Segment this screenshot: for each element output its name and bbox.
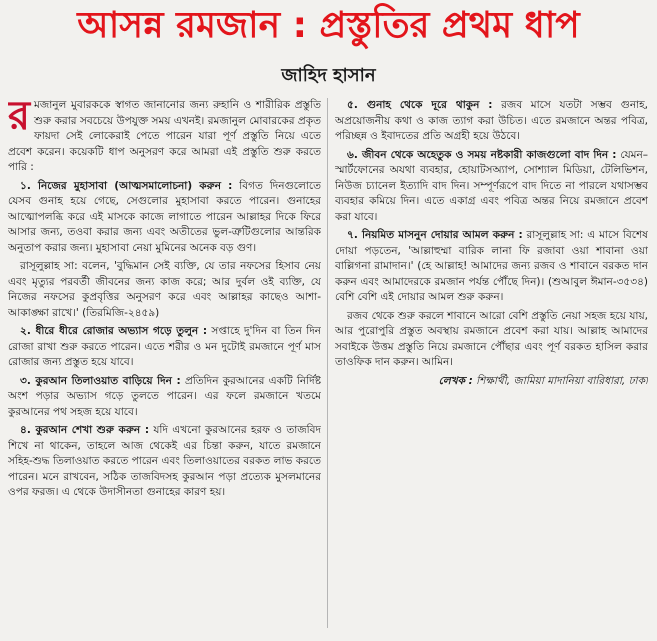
section-3-heading: ৩. কুরআন তিলাওয়াত বাড়িয়ে দিন : bbox=[20, 374, 181, 387]
author-byline: জাহিদ হাসান bbox=[281, 65, 376, 86]
section-1-text: বিগত দিনগুলোতে যেসব গুনাহ হয়ে গেছে, সেগুলোর মুহাসাবা করতে পারেন। গুনাহের আত্মোপলব্ধি করে এই মাসকে কাজে লাগাতে পারেন আল্লাহর দিকে ফিরে আসার জন্য, তওবা করার জন্য এবং অতীতের ভুল-ত্রুটিগুলোর আন্তরিক অনুতাপ করার জন্য। মুহাসাবা নেয়া মুমিনের অনেক বড় গুণ। bbox=[8, 179, 321, 254]
intro-text: মজানুল মুবারককে স্বাগত জানানোর জন্য রুহানি ও শারীরিক প্রস্তুতি শুরু করার সবচেয়ে উপযুক্ত সময় এখনই। রমজানুল মোবারকের প্রকৃত ফায়দা সেই লোকেরাই পেতে পারেন যারা পূর্ণ প্রস্তুতি নিয়ে এতে প্রবেশ করেন। কয়েকটি ধাপ অনুসরণ করে আমরা এই প্রস্তুতি শুরু করতে পারি : bbox=[8, 99, 321, 173]
column-divider bbox=[327, 98, 328, 628]
section-7-text: রাসূলুল্লাহ সা: এ মাসে বিশেষ দোয়া পড়তেন, 'আল্লাহুম্মা বারিক লানা ফি রজাবা ওয়া শাবানা ওয়া বাল্লিগনা রামাদান।' (হে আল্লাহ! আমাদের জন্য রজব ও শাবানে বরকত দান করুন এবং আমাদেরকে রমজান পর্যন্ত পৌঁছে দিন)। (শুআবুল ঈমান-৩৫৩৪) বেশি বেশি এই দোয়ার আমল শুরু করুন। bbox=[335, 229, 648, 303]
section-2-heading: ২. ধীরে ধীরে রোজার অভ্যাস গড়ে তুলুন : bbox=[20, 325, 208, 337]
hadith-paragraph: রাসূলুল্লাহ সা: বলেন, 'বুদ্ধিমান সেই ব্যক্তি, যে তার নফসের হিসাব নেয় এবং মৃত্যুর পরবর্তী জীবনের জন্য কাজ করে; আর দুর্বল ওই ব্যক্তি, যে নিজের নফসের কুপ্রবৃত্তির অনুসরণ করে এবং আল্লাহর কাছেও আশা-আকাঙ্ক্ষা রাখে।' (তিরমিজি-২৪৫৯) bbox=[8, 260, 321, 319]
article-column-left bbox=[8, 98, 321, 638]
section-6-heading: ৬. জীবন থেকে অহেতুক ও সময় নষ্টকারী কাজগুলো বাদ দিন : bbox=[347, 148, 617, 161]
section-5-heading: ৫. গুনাহ থেকে দূরে থাকুন : bbox=[347, 99, 493, 111]
article-column-right bbox=[335, 98, 648, 638]
section-3-text: প্রতিদিন কুরআনের একটি নির্দিষ্ট অংশ পড়ার অভ্যাস গড়ে তুলতে পারেন। এর ফলে রমজানে খতমে কুরআনের পথ সহজ হয়ে যাবে। bbox=[8, 374, 321, 418]
section-7 bbox=[335, 228, 648, 306]
section-5 bbox=[335, 98, 648, 145]
section-1-heading: ১. নিজের মুহাসাবা (আত্মসমালোচনা) করুন : bbox=[20, 179, 233, 192]
section-4-text: যদি এখনো কুরআনের হরফ ও তাজবিদ শিখে না থাকেন, তাহলে আজ থেকেই এর চিন্তা করুন, যাতে রমজানে সহিহ-শুদ্ধ তিলাওয়াত করতে পারেন এবং তিলাওয়াতের বরকত লাভ করতে পারেন। মনে রাখবেন, সঠিক তাজবিদসহ কুরআন পড়া প্রত্যেক মুসলমানের ওপর ফরজ। এ থেকে উদাসীনতা গুনাহের কারণ হয়। bbox=[8, 424, 321, 498]
writer-label: লেখক : bbox=[438, 374, 473, 387]
section-4-heading: ৪. কুরআন শেখা শুরু করুন : bbox=[20, 424, 150, 436]
section-6-text: যেমন– স্মার্টফোনের অযথা ব্যবহার, হোয়াটসঅ্যাপ, সোশ্যাল মিডিয়া, টেলিভিশন, নিউজ চ্যানেল ইত্যাদি বাদ দিন। সম্পূর্ণরূপে বাদ দিতে না পারলে যথাসম্ভব ব্যবহার কমিয়ে দিন। এতে একাগ্র এবং পবিত্র অন্তর নিয়ে রমজানে প্রবেশ করা যাবে। bbox=[335, 148, 648, 223]
section-2 bbox=[8, 324, 321, 371]
section-1 bbox=[8, 179, 321, 257]
section-6 bbox=[335, 148, 648, 226]
writer-credit bbox=[335, 374, 648, 390]
section-3 bbox=[8, 374, 321, 421]
section-5-text: রজব মাসে যতটা সম্ভব গুনাহ, অপ্রয়োজনীয় কথা ও কাজ ত্যাগ করা উচিত। এতে রমজানে অন্তর পবিত্র, পরিচ্ছন্ন ও ইবাদতের প্রতি অগ্রহী হয়ে উঠবে। bbox=[335, 99, 648, 142]
intro-paragraph bbox=[8, 98, 321, 176]
section-4 bbox=[8, 423, 321, 501]
article-title: আসন্ন রমজান : প্রস্তুতির প্রথম ধাপ bbox=[77, 5, 580, 46]
drop-cap: র bbox=[8, 98, 31, 139]
section-7-heading: ৭. নিয়মিত মাসনুন দোয়ার আমল করুন : bbox=[347, 229, 523, 241]
section-2-text: সপ্তাহে দু'দিন বা তিন দিন রোজা রাখা শুরু করতে পারেন। এতে শরীর ও মন দুটোই রমজানে পূর্ণ মাস রোজার জন্য প্রস্তুত হয়ে যাবে। bbox=[8, 325, 321, 368]
conclusion-paragraph: রজব থেকে শুরু করলে শাবানে আরো বেশি প্রস্তুতি নেয়া সহজ হয়ে যায়, আর পুরোপুরি প্রস্তুত অবস্থায় রমজানে প্রবেশ করা যায়। আল্লাহ আমাদের সবাইকে উত্তম প্রস্তুতি নিয়ে রমজানে পৌঁছার এবং পূর্ণ বরকত হাসিল করার তাওফিক দান করুন। আমিন। bbox=[335, 309, 648, 368]
writer-description: শিক্ষার্থী, জামিয়া মাদানিয়া বারিধারা, ঢাকা bbox=[476, 374, 648, 387]
